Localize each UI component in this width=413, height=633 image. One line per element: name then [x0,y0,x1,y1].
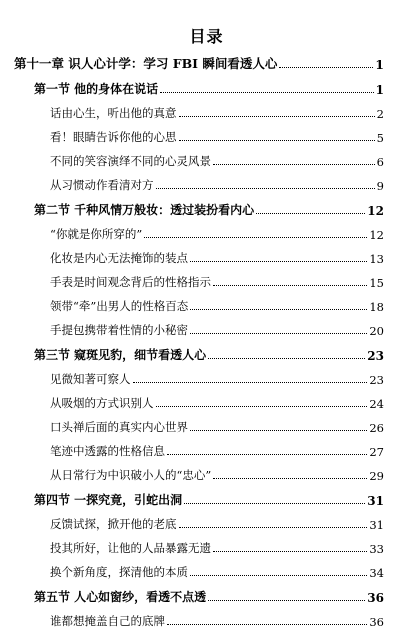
toc-entry-item[interactable] [50,272,384,290]
toc-entry-item[interactable] [50,127,384,145]
toc-entry-title: 投其所好，让他的人品暴露无遗 [50,541,211,555]
toc-page-number: 27 [369,445,384,459]
toc-page-number: 2 [376,107,384,121]
toc-entry-title: 从习惯动作看清对方 [50,178,154,192]
dot-leader [190,261,367,262]
toc-page-number: 36 [369,615,384,629]
dot-leader [156,406,368,407]
toc-entry-item[interactable] [50,538,384,556]
toc-entry-section[interactable] [34,490,384,508]
toc-entry-title: 化妆是内心无法掩饰的装点 [50,251,188,265]
dot-leader [190,575,367,576]
toc-entry-item[interactable] [50,369,384,387]
toc-entry-title: 反馈试探，掀开他的老底 [50,517,177,531]
toc-entry-item[interactable] [50,514,384,532]
dot-leader [160,92,373,93]
dot-leader [279,67,373,68]
dot-leader [213,478,367,479]
dot-leader [144,237,367,238]
toc-page-number: 33 [369,542,384,556]
toc-page-number: 26 [369,421,384,435]
toc-entry-title: “你就是你所穿的” [50,227,143,241]
page-title: 目录 [189,27,224,46]
toc-entry-title: 谁都想掩盖自己的底牌 [50,614,165,628]
dot-leader [156,188,375,189]
toc-page-number: 31 [369,518,384,532]
toc-entry-item[interactable] [50,296,384,314]
dot-leader [179,527,368,528]
dot-leader [208,600,365,601]
dot-leader [190,333,367,334]
toc-entry-title: 第五节 人心如窗纱，看透不点透 [34,590,207,604]
toc-page-number: 23 [369,373,384,387]
toc-page-number: 34 [369,566,384,580]
dot-leader [213,164,375,165]
toc-page-number: 1 [375,57,384,72]
toc-entry-item[interactable] [50,417,384,435]
toc-page-number: 9 [376,179,384,193]
toc-entry-title: 看！眼睛告诉你他的心思 [50,130,177,144]
dot-leader [190,309,367,310]
toc-entry-item[interactable] [50,175,384,193]
dot-leader [179,116,375,117]
toc-entry-title: 笔迹中透露的性格信息 [50,444,165,458]
toc-entry-item[interactable] [50,151,384,169]
dot-leader [213,285,367,286]
toc-entry-section[interactable] [34,587,384,605]
toc-entry-chapter[interactable] [14,54,384,72]
toc-page-number: 12 [369,228,384,242]
toc-entry-item[interactable] [50,562,384,580]
toc-entry-title: 手表是时间观念背后的性格指示 [50,275,211,289]
toc-entry-title: 手提包携带着性情的小秘密 [50,323,188,337]
toc-entry-title: 第四节 一探究竟，引蛇出洞 [34,493,183,507]
toc-entry-title: 第二节 千种风情万般妆：透过装扮看内心 [34,203,255,217]
toc-entry-title: 第一节 他的身体在说话 [34,82,159,96]
toc-page-number: 6 [376,155,384,169]
toc-page-number: 15 [369,276,384,290]
toc-entry-title: 口头禅后面的真实内心世界 [50,420,188,434]
dot-leader [208,358,365,359]
toc-entry-item[interactable] [50,611,384,629]
dot-leader [184,503,365,504]
dot-leader [167,624,367,625]
toc-page-number: 1 [375,83,384,97]
toc-entry-title: 第三节 窥斑见豹，细节看透人心 [34,348,207,362]
toc-page-number: 18 [369,300,384,314]
toc-entry-title: 换个新角度，探清他的本质 [50,565,188,579]
toc-entry-item[interactable] [50,224,384,242]
dot-leader [133,382,368,383]
toc-entry-title: 不同的笑容演绎不同的心灵风景 [50,154,211,168]
toc-entry-item[interactable] [50,465,384,483]
toc-entry-item[interactable] [50,320,384,338]
toc-page-number: 12 [367,204,384,218]
toc-entry-item[interactable] [50,441,384,459]
toc-page-number: 36 [367,591,384,605]
dot-leader [179,140,375,141]
toc-entry-item[interactable] [50,393,384,411]
toc-entry-section[interactable] [34,200,384,218]
toc-page-number: 5 [376,131,384,145]
dot-leader [190,430,367,431]
toc-page-number: 23 [367,349,384,363]
toc-page-number: 24 [369,397,384,411]
dot-leader [256,213,365,214]
dot-leader [213,551,367,552]
toc-entry-title: 话由心生，听出他的真意 [50,106,177,120]
toc-entry-title: 见微知著可察人 [50,372,131,386]
toc-entry-item[interactable] [50,248,384,266]
toc-entry-item[interactable] [50,103,384,121]
toc-entry-title: 从日常行为中识破小人的“忠心” [50,468,212,482]
toc-page-number: 20 [369,324,384,338]
toc-entry-section[interactable] [34,345,384,363]
toc-entry-title: 从吸烟的方式识别人 [50,396,154,410]
dot-leader [167,454,367,455]
toc-page-number: 31 [367,494,384,508]
toc-page-number: 13 [369,252,384,266]
toc-entry-title: 第十一章 识人心计学：学习 FBI 瞬间看透人心 [14,56,278,71]
toc-entry-title: 领带“牵”出男人的性格百态 [50,299,189,313]
toc-entry-section[interactable] [34,79,384,97]
toc-page-number: 29 [369,469,384,483]
